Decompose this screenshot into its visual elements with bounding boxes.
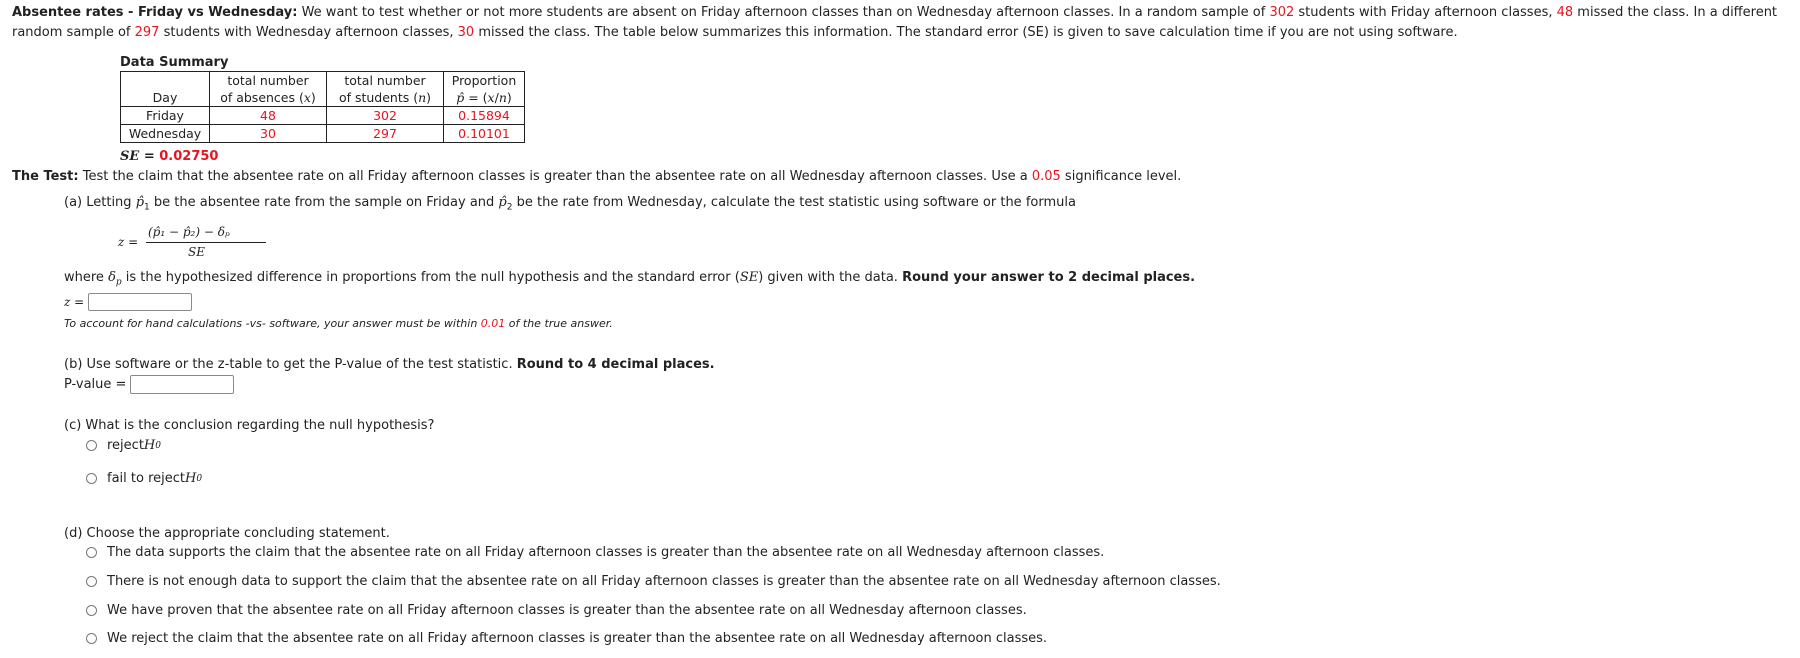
test-statement: The Test: Test the claim that the absentee rate on all Friday afternoon classes is greater than the absentee rate on all Wednesday afternoon classes. Use a 0.05 significance level. <box>12 169 1182 184</box>
formula-numerator: (p̂₁ − p̂₂) − δₚ <box>148 225 230 239</box>
p-value-row <box>64 375 234 394</box>
part-d-question: (d) Choose the appropriate concluding statement. <box>64 526 390 541</box>
formula-denominator: SE <box>188 245 205 259</box>
header-absences: of absences (x) <box>210 89 327 107</box>
z-input[interactable] <box>88 293 192 311</box>
friday-sample-size: 302 <box>1269 5 1295 20</box>
radio-button[interactable] <box>86 547 97 558</box>
data-summary-table: total number total number Proportion Day of absences (x) of students (n) p̂ = (x/n) Friday 48 302 0.15894 Wednesday 30 297 0.10101 <box>120 71 525 143</box>
wednesday-absences: 30 <box>457 25 475 40</box>
fraction-bar <box>146 242 266 243</box>
part-b-question: (b) Use software or the z-table to get the P-value of the test statistic. Round to 4 decimal places. <box>64 357 715 372</box>
standard-error: SE = 0.02750 <box>120 149 219 164</box>
tolerance-note: To account for hand calculations -vs- software, your answer must be within 0.01 of the true answer. <box>64 317 613 330</box>
header-proportion: p̂ = (x/n) <box>444 89 525 107</box>
formula-explanation: where $\delta_p$ is the hypothesized difference in proportions from the null hypothesis and the standard error (SE) given with the data. Round your answer to 2 decimal places. <box>64 270 1196 288</box>
radio-button[interactable] <box>86 576 97 587</box>
header-students: of students (n) <box>327 89 444 107</box>
wednesday-sample-size: 297 <box>134 25 160 40</box>
conclusion-option-3[interactable]: We have proven that the absentee rate on all Friday afternoon classes is greater than the absentee rate on all Wednesday afternoon classes. <box>86 603 1027 618</box>
option-reject-h0[interactable]: reject H 0 <box>86 438 161 453</box>
test-statistic-formula: z = (p̂₁ − p̂₂) − δₚ SE <box>118 225 258 267</box>
header-day: Day <box>121 89 210 107</box>
radio-button[interactable] <box>86 633 97 644</box>
problem-title: Absentee rates - Friday vs Wednesday: <box>12 5 298 20</box>
radio-button[interactable] <box>86 605 97 616</box>
friday-absences: 48 <box>1556 5 1574 20</box>
option-fail-to-reject-h0[interactable]: fail to reject H 0 <box>86 471 202 486</box>
radio-button[interactable] <box>86 440 97 451</box>
data-summary-title: Data Summary <box>120 55 229 70</box>
significance-level: 0.05 <box>1031 169 1061 184</box>
z-label: z = <box>64 295 85 309</box>
part-c-question: (c) What is the conclusion regarding the null hypothesis? <box>64 418 435 433</box>
p-value-label: P-value = <box>64 377 127 392</box>
radio-button[interactable] <box>86 473 97 484</box>
conclusion-option-1[interactable]: The data supports the claim that the absentee rate on all Friday afternoon classes is greater than the absentee rate on all Wednesday afternoon classes. <box>86 545 1104 560</box>
conclusion-option-4[interactable]: We reject the claim that the absentee rate on all Friday afternoon classes is greater than the absentee rate on all Wednesday afternoon classes. <box>86 631 1047 646</box>
p-value-input[interactable] <box>130 375 234 394</box>
conclusion-option-2[interactable]: There is not enough data to support the claim that the absentee rate on all Friday afternoon classes is greater than the absentee rate on all Wednesday afternoon classes. <box>86 574 1221 589</box>
table-row: Wednesday 30 297 0.10101 <box>121 125 525 143</box>
table-row: Friday 48 302 0.15894 <box>121 107 525 125</box>
z-answer-row <box>64 293 192 311</box>
intro-paragraph: Absentee rates - Friday vs Wednesday: We want to test whether or not more students are absent on Friday afternoon classes than on Wednesday afternoon classes. In a random sample of 302 students with Friday afternoon classes, 48 missed the class. In a different random sample of 297 students with Wednesday afternoon classes, 30 missed the class. The table below summarizes this information. The standard error (SE) is given to save calculation time if you are not using software. <box>12 5 1778 40</box>
part-a-question: (a) Letting $p̂_1$ be the absentee rate from the sample on Friday and $p̂_2$ be the rate from Wednesday, calculate the test statistic using software or the formula <box>64 195 1076 213</box>
